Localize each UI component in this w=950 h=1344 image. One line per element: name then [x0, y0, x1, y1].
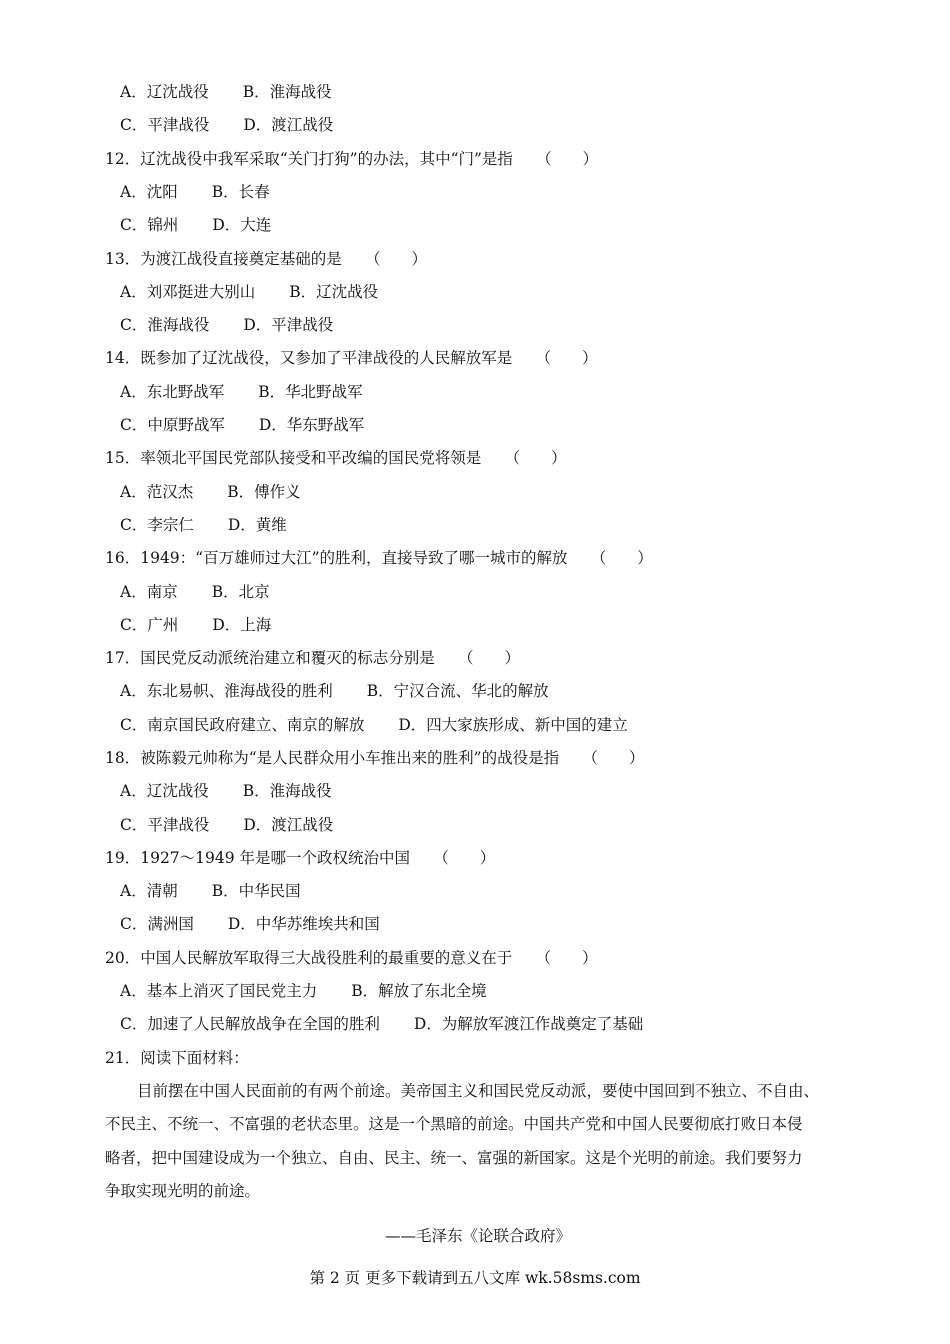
option-a: A．清朝	[120, 882, 178, 900]
option-a: A．沈阳	[120, 183, 178, 201]
option-row	[120, 215, 271, 235]
option-b: D．华东野战军	[258, 416, 365, 434]
option-b: D．四大家族形成、新中国的建立	[398, 716, 628, 734]
option-a: C．加速了人民解放战争在全国的胜利	[120, 1015, 380, 1033]
passage-line-4: 争取实现光明的前途。	[105, 1182, 261, 1200]
question-stem: 20．中国人民解放军取得三大战役胜利的最重要的意义在于 （ ）	[105, 949, 598, 967]
option-row	[120, 715, 628, 735]
option-a: A．南京	[120, 583, 178, 601]
passage-line-2: 不民主、不统一、不富强的老状态里。这是一个黑暗的前途。中国共产党和中国人民要彻底打败日本侵	[105, 1115, 803, 1133]
option-row	[120, 415, 364, 435]
question-stem: 19．1927～1949 年是哪一个政权统治中国 （ ）	[105, 849, 496, 867]
option-row	[120, 781, 332, 801]
option-row	[120, 115, 333, 135]
option-a: C．平津战役	[120, 116, 210, 134]
option-row	[120, 881, 301, 901]
question-stem: 13．为渡江战役直接奠定基础的是 （ ）	[105, 250, 427, 268]
option-a: C．锦州	[120, 216, 179, 234]
option-b: D．渡江战役	[243, 816, 334, 834]
option-b: B．淮海战役	[242, 83, 332, 101]
question-stem: 21．阅读下面材料：	[105, 1049, 249, 1067]
option-b: B．宁汉合流、华北的解放	[366, 682, 549, 700]
option-a: A．东北野战军	[120, 383, 225, 401]
passage-line-1: 目前摆在中国人民面前的有两个前途。美帝国主义和国民党反动派，要使中国回到不独立、不自由、	[137, 1082, 820, 1100]
option-row	[120, 515, 287, 535]
option-row	[120, 981, 487, 1001]
option-a: C．李宗仁	[120, 516, 194, 534]
option-b: D．上海	[212, 616, 272, 634]
option-row	[120, 182, 270, 202]
option-row	[120, 681, 549, 701]
option-b: B．淮海战役	[242, 782, 332, 800]
option-a: A．东北易帜、淮海战役的胜利	[120, 682, 333, 700]
option-row	[120, 82, 332, 102]
option-b: D．为解放军渡江作战奠定了基础	[413, 1015, 644, 1033]
question-stem: 14．既参加了辽沈战役，又参加了平津战役的人民解放军是 （ ）	[105, 349, 598, 367]
option-a: A．辽沈战役	[120, 83, 209, 101]
option-row	[120, 1014, 643, 1034]
passage-signature: ——毛泽东《论联合政府》	[385, 1227, 572, 1245]
option-b: B．傅作义	[227, 483, 301, 501]
option-a: A．基本上消灭了国民党主力	[120, 982, 318, 1000]
option-b: B．北京	[211, 583, 270, 601]
option-a: C．南京国民政府建立、南京的解放	[120, 716, 365, 734]
option-b: B．解放了东北全境	[351, 982, 487, 1000]
option-a: A．刘邓挺进大别山	[120, 283, 256, 301]
option-b: D．平津战役	[243, 316, 334, 334]
option-row	[120, 914, 380, 934]
option-a: A．辽沈战役	[120, 782, 209, 800]
question-stem: 16．1949：“百万雄师过大江”的胜利，直接导致了哪一城市的解放 （ ）	[105, 549, 653, 567]
option-a: C．淮海战役	[120, 316, 210, 334]
option-a: C．满洲国	[120, 915, 194, 933]
option-row	[120, 282, 378, 302]
option-a: A．范汉杰	[120, 483, 194, 501]
option-row	[120, 815, 333, 835]
option-b: D．黄维	[227, 516, 287, 534]
question-stem: 17．国民党反动派统治建立和覆灭的标志分别是 （ ）	[105, 649, 520, 667]
page-footer: 第 2 页 更多下载请到五八文库 wk.58sms.com	[309, 1269, 641, 1287]
option-a: C．广州	[120, 616, 179, 634]
passage-line-3: 略者，把中国建设成为一个独立、自由、民主、统一、富强的新国家。这是个光明的前途。我们要努力	[105, 1149, 803, 1167]
question-stem: 15．率领北平国民党部队接受和平改编的国民党将领是 （ ）	[105, 449, 567, 467]
option-b: D．渡江战役	[243, 116, 334, 134]
option-b: B．长春	[211, 183, 270, 201]
question-stem: 12．辽沈战役中我军采取“关门打狗”的办法，其中“门”是指 （ ）	[105, 150, 599, 168]
option-a: C．中原野战军	[120, 416, 225, 434]
option-b: D．中华苏维埃共和国	[227, 915, 380, 933]
option-b: D．大连	[212, 216, 272, 234]
option-b: B．辽沈战役	[289, 283, 379, 301]
option-row	[120, 482, 301, 502]
option-row	[120, 582, 270, 602]
option-row	[120, 382, 363, 402]
option-row	[120, 315, 333, 335]
option-row	[120, 615, 271, 635]
question-stem: 18．被陈毅元帅称为“是人民群众用小车推出来的胜利”的战役是指 （ ）	[105, 749, 645, 767]
option-a: C．平津战役	[120, 816, 210, 834]
option-b: B．华北野战军	[258, 383, 363, 401]
option-b: B．中华民国	[211, 882, 301, 900]
